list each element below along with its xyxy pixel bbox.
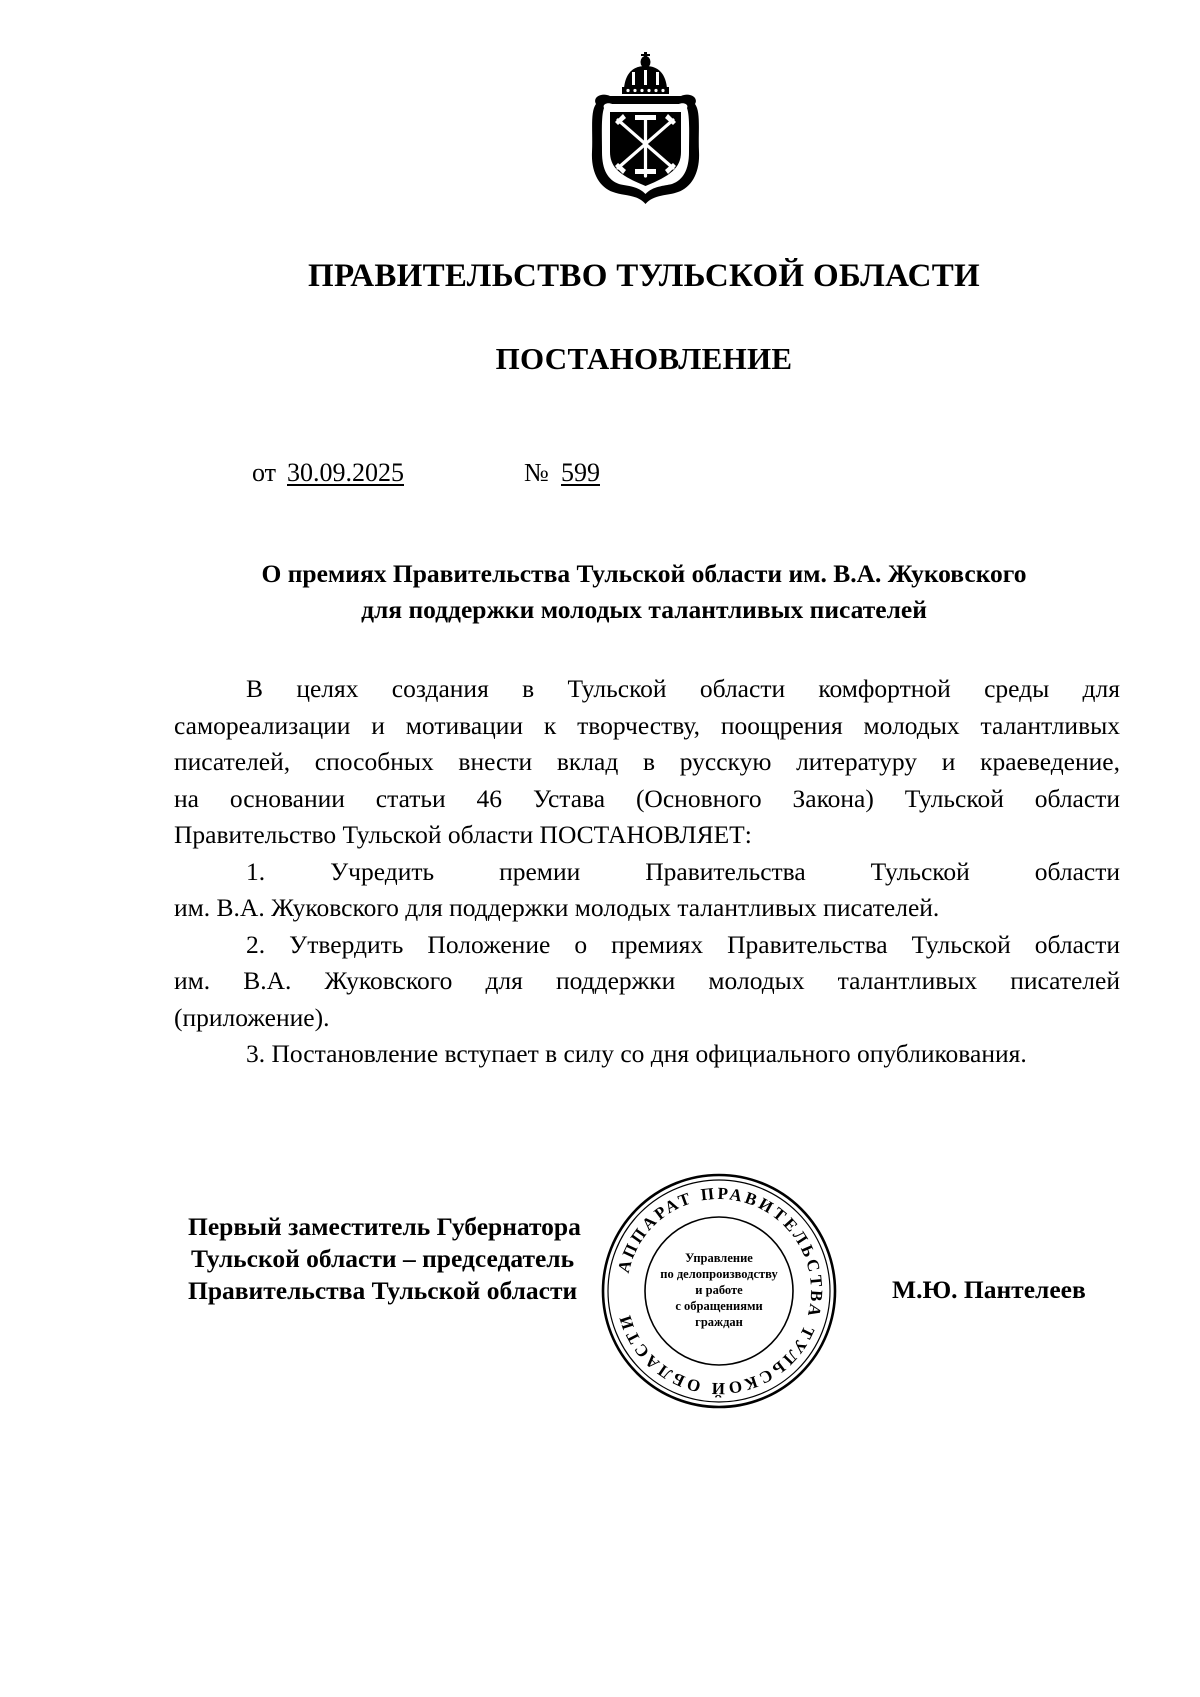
body-line: писателей, способных внести вклад в русскую литературу и краеведение, [174, 747, 1120, 776]
coat-of-arms-icon [588, 52, 703, 207]
title-line: для поддержки молодых талантливых писателей [361, 595, 927, 624]
stamp-inner-line: по делопроизводству [660, 1267, 778, 1281]
body-line: самореализации и мотивации к творчеству, поощрения молодых талантливых [174, 710, 1120, 740]
document-date: 30.09.2025 [287, 458, 404, 487]
body-line: В целях создания в Тульской области комфортной среды для [246, 674, 1120, 703]
position-line: Правительства Тульской области [188, 1276, 578, 1305]
stamp-inner-line: и работе [695, 1283, 743, 1297]
body-line: 1. Учредить премии Правительства Тульской области [246, 856, 1120, 886]
stamp-inner-line: Управление [685, 1251, 753, 1265]
date-prefix: от [252, 458, 277, 487]
organization-heading: ПРАВИТЕЛЬСТВО ТУЛЬСКОЙ ОБЛАСТИ [308, 258, 980, 294]
signatory-position [188, 1211, 581, 1307]
position-line: Первый заместитель Губернатора [188, 1212, 581, 1241]
document-number: 599 [561, 458, 600, 487]
title-line: О премиях Правительства Тульской области им. В.А. Жуковского [261, 559, 1027, 588]
body-line: Правительство Тульской области ПОСТАНОВЛЯЕТ: [174, 820, 752, 849]
position-line: Тульской области – председатель [191, 1244, 575, 1273]
number-prefix: № [524, 458, 549, 487]
body-line: им. В.А. Жуковского для поддержки молодых талантливых писателей [174, 966, 1120, 995]
body-line: (приложение). [174, 1002, 330, 1032]
body-line: им. В.А. Жуковского для поддержки молодых талантливых писателей. [174, 893, 940, 922]
document-type-heading: ПОСТАНОВЛЕНИЕ [495, 341, 793, 376]
signatory-name: М.Ю. Пантелеев [892, 1275, 1086, 1304]
stamp-inner-line: с обращениями [675, 1299, 763, 1313]
stamp-outer-text: АППАРАТ ПРАВИТЕЛЬСТВА ТУЛЬСКОЙ ОБЛАСТИ [613, 1183, 827, 1399]
body-line: 2. Утвердить Положение о премиях Правительства Тульской области [246, 929, 1120, 959]
body-line: 3. Постановление вступает в силу со дня официального опубликования. [246, 1039, 1027, 1068]
body-line: на основании статьи 46 Устава (Основного Закона) Тульской области [174, 783, 1120, 813]
official-stamp-icon [600, 1172, 838, 1410]
document-body [174, 671, 1120, 1073]
document-title [0, 556, 1200, 628]
stamp-inner-line: граждан [695, 1315, 743, 1329]
